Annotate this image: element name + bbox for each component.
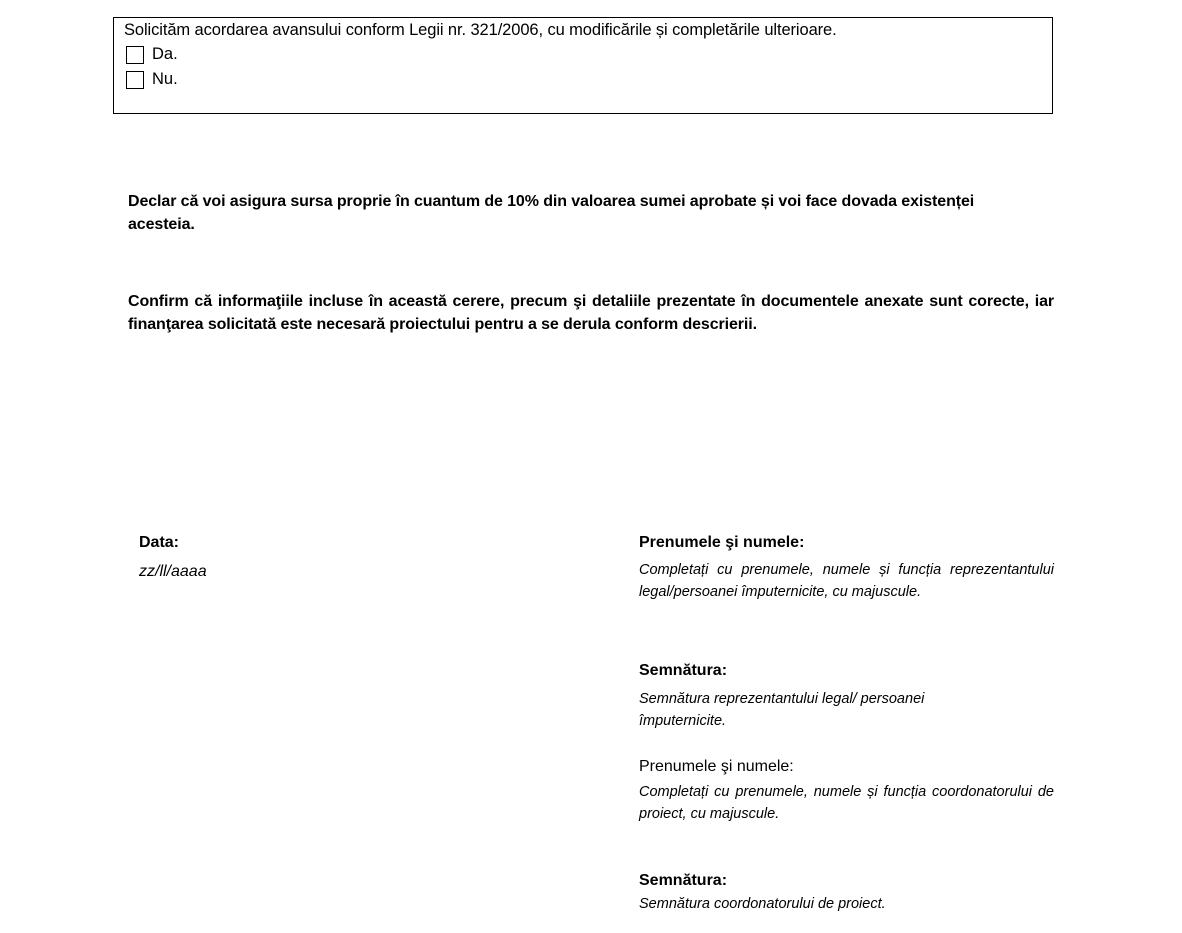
coordinator-signature-field[interactable]: Semnătura coordonatorului de proiect. bbox=[639, 896, 886, 912]
date-field[interactable]: zz/ll/aaaa bbox=[139, 563, 207, 580]
own-source-declaration: Declar că voi asigura sursa proprie în cuantum de 10% din valoarea sumei aprobate și voi face dovada existenței acesteia. bbox=[128, 193, 975, 233]
advance-request-box bbox=[113, 17, 1053, 114]
option-no-label: Nu. bbox=[152, 70, 178, 88]
legal-rep-signature-label: Semnătura: bbox=[639, 662, 728, 679]
coordinator-signature-label: Semnătura: bbox=[639, 872, 728, 889]
option-yes[interactable] bbox=[126, 45, 178, 64]
coordinator-name-label: Prenumele şi numele: bbox=[639, 758, 794, 775]
legal-rep-name-field[interactable]: Completați cu prenumele, numele și funcția reprezentantului legal/persoanei împuternicite, cu majuscule. bbox=[639, 562, 1054, 600]
advance-request-text: Solicităm acordarea avansului conform Legii nr. 321/2006, cu modificările și completările ulterioare. bbox=[124, 21, 837, 39]
checkbox-yes[interactable] bbox=[126, 46, 144, 64]
checkbox-no[interactable] bbox=[126, 71, 144, 89]
option-no[interactable] bbox=[126, 70, 178, 89]
date-label: Data: bbox=[139, 534, 180, 551]
coordinator-name-field[interactable]: Completați cu prenumele, numele și funcția coordonatorului de proiect, cu majuscule. bbox=[639, 784, 1054, 822]
legal-rep-signature-field[interactable]: Semnătura reprezentantului legal/ persoanei împuternicite. bbox=[639, 691, 925, 729]
legal-rep-name-label: Prenumele şi numele: bbox=[639, 534, 805, 551]
confirmation-declaration: Confirm că informaţiile incluse în această cerere, precum şi detaliile prezentate în documentele anexate sunt corecte, iar finanţarea solicitată este necesară proiectului pentru a se derula conform descrierii. bbox=[128, 293, 1054, 333]
option-yes-label: Da. bbox=[152, 45, 178, 63]
